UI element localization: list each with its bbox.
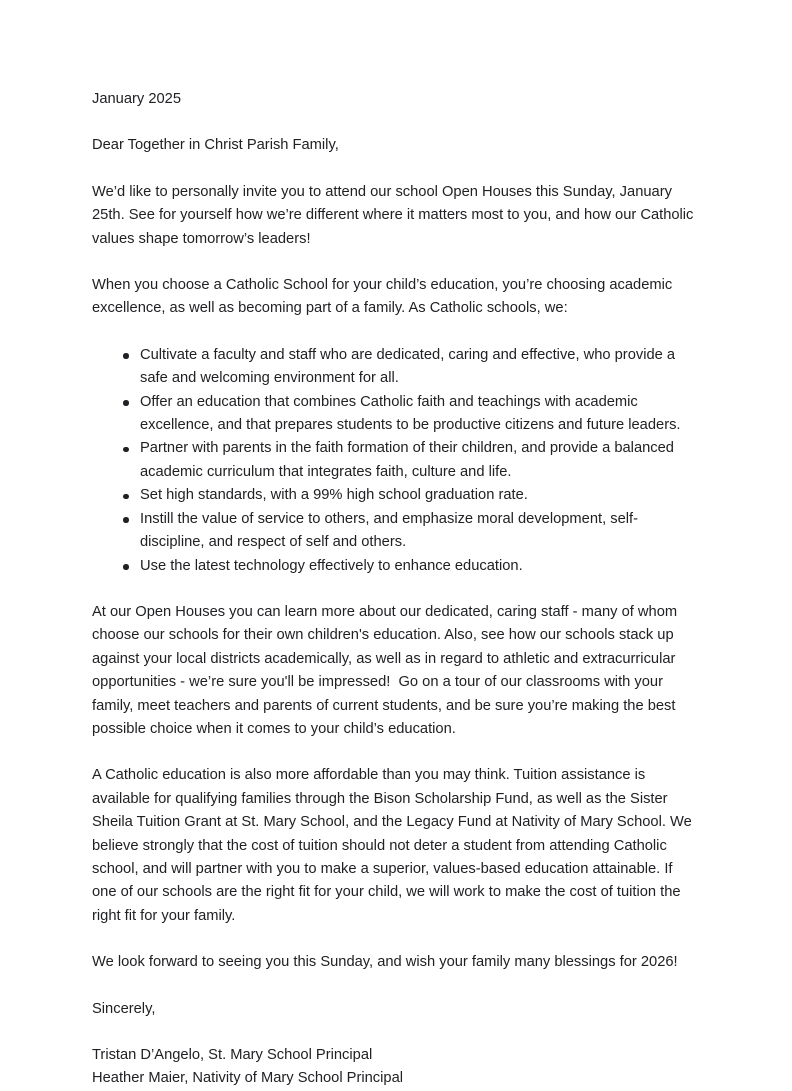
closing-paragraph: We look forward to seeing you this Sunday, and wish your family many blessings for 2026! [92, 954, 678, 971]
signature-principal-nativity-of-mary: Heather Maier, Nativity of Mary School Principal [92, 1070, 404, 1087]
list-item [92, 344, 698, 391]
sign-off: Sincerely, [92, 1000, 156, 1017]
list-item-text: Use the latest technology effectively to enhance education. [140, 557, 523, 574]
list-item [92, 508, 698, 555]
list-item [92, 437, 698, 484]
list-item-text: Partner with parents in the faith formation of their children, and provide a balanced academic curriculum that integrates faith, culture and life. [140, 440, 674, 480]
list-item [92, 555, 698, 578]
list-item-text: Instill the value of service to others, and emphasize moral development, self-discipline, and respect of self and others. [140, 510, 638, 551]
affordability-paragraph: A Catholic education is also more affordable than you may think. Tuition assistance is available for qualifying families through the Bison Scholarship Fund, as well as the Sister Sheila Tuition Grant at St. Mary School, and the Legacy Fund at Nativity of Mary School. We believe strongly that the cost of tuition should not deter a student from attending Catholic school, and will partner with you to make a superior, values-based education attainable. If one of our schools are the right fit for your child, we will work to make the cost of tuition the right fit for your family. [92, 767, 696, 924]
list-item [92, 484, 698, 507]
list-item-text: Offer an education that combines Catholic faith and teachings with academic excellence, and that prepares students to be productive citizens and future leaders. [140, 393, 681, 434]
letter-body [92, 88, 698, 1091]
bullet-point-icon [123, 447, 129, 453]
bullet-point-icon [123, 353, 129, 359]
bullet-point-icon [123, 494, 129, 500]
catholic-schools-benefits-list [92, 344, 698, 578]
bullet-point-icon [123, 517, 129, 523]
letter-date: January 2025 [92, 91, 182, 107]
list-item [92, 391, 698, 438]
list-item-text: Cultivate a faculty and staff who are dedicated, caring and effective, who provide a safe and welcoming environment for all. [140, 346, 676, 387]
signature-principal-st-mary: Tristan D’Angelo, St. Mary School Principal [92, 1047, 373, 1063]
signature-block [92, 1044, 698, 1091]
list-item-text: Set high standards, with a 99% high school graduation rate. [140, 487, 528, 504]
open-houses-paragraph: At our Open Houses you can learn more about our dedicated, caring staff - many of whom choose our schools for their own children's education. Also, see how our schools stack up against your local districts academically, as well as in regard to athletic and extracurricular opportunities - we’re sure you'll be impressed! Go on a tour of our classrooms with your family, meet teachers and parents of current students, and be sure you’re making the best possible choice when it comes to your child’s education. [92, 603, 682, 737]
choose-catholic-school-paragraph: When you choose a Catholic School for your child’s education, you’re choosing academic excellence, as well as becoming part of a family. As Catholic schools, we: [92, 277, 677, 317]
letter-salutation: Dear Together in Christ Parish Family, [92, 137, 339, 154]
bullet-point-icon [123, 400, 129, 406]
intro-paragraph: We’d like to personally invite you to attend our school Open Houses this Sunday, January 25th. See for yourself how we’re different where it matters most to you, and how our Catholic values shape tomorrow’s leaders! [92, 183, 698, 247]
bullet-point-icon [123, 564, 129, 570]
